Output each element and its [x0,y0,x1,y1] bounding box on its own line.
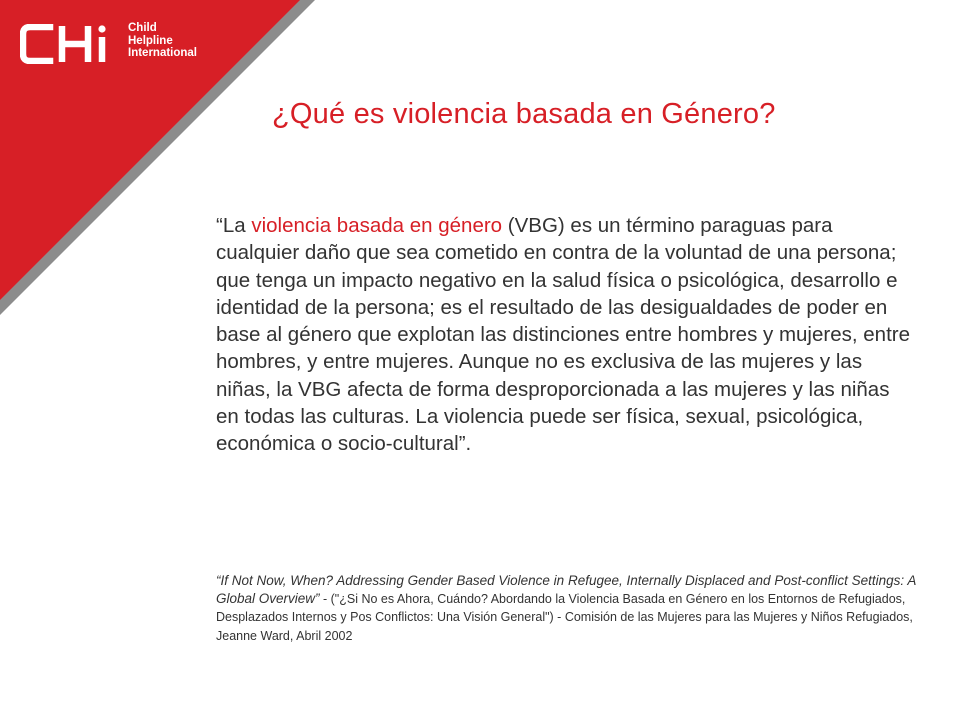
quote-highlight: violencia basada en género [251,214,503,237]
logo-line-1: Child [128,22,157,34]
logo-text [128,22,197,60]
quote-body: (VBG) es un término paraguas para cualquier daño que sea cometido en contra de la voluntad de una persona; que tenga un impacto negativo en la salud física o psicológica, desarrollo e identidad de la persona; es el resultado de las desigualdades de poder en base al género que explotan las distinciones entre hombres y mujeres, entre hombres, y entre mujeres. Aunque no es exclusiva de las mujeres y las niñas, la VBG afecta de forma desproporcionada a las mujeres y las niñas en todas las culturas. La violencia puede ser física, sexual, psicológica, económica o socio-cultural”. [216,214,910,456]
logo-line-2: Helpline [128,34,173,47]
slide-title: ¿Qué es violencia basada en Género? [272,98,776,130]
definition-quote [216,212,916,458]
logo-mark [20,24,122,64]
quote-open: “La [216,214,252,237]
logo-line-3: International [128,47,198,59]
source-title: “If Not Now, When? Addressing Gender Based Violence in Refugee, Internally Displaced and Post-conflict Settings: A Global Overview” [216,573,916,606]
source-details: - ("¿Si No es Ahora, Cuándo? Abordando la Violencia Basada en Género en los Entornos de Refugiados, Desplazados Internos y Pos Conflictos: Una Visión General") - Comisión de las Mujeres para las Mujeres y Niños Refugiados, Jeanne Ward, Abril 2002 [216,591,913,643]
source-citation [216,572,916,645]
